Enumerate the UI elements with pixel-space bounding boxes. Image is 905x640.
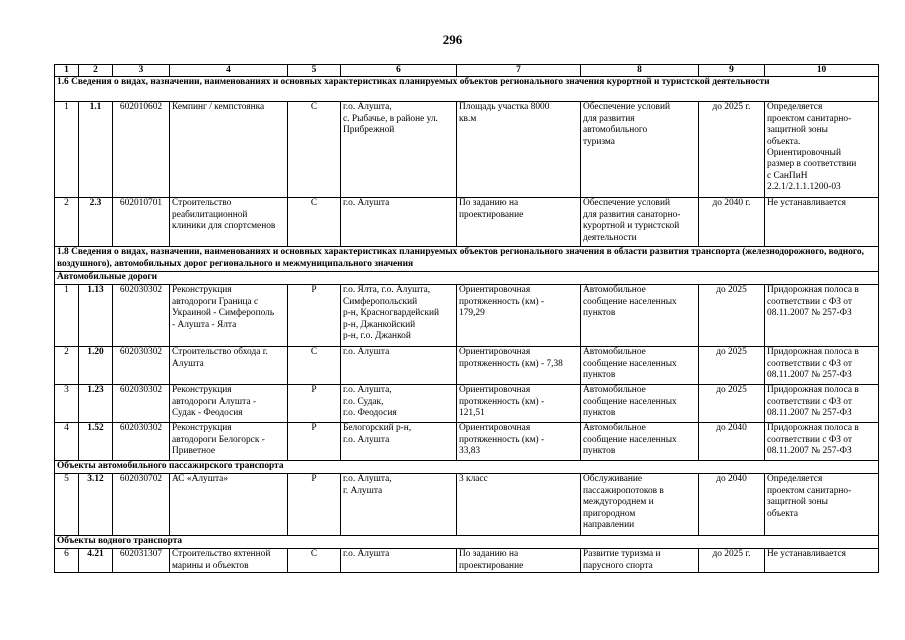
- section-title: 1.8 Сведения о видах, назначении, наименованиях и основных характеристиках планируемых объектов регионального значения в области развития транспорта (железнодорожного, водного, воздушного), автомобильных дорог регионального и межмуниципального значения: [55, 247, 879, 272]
- object-code: 602030302: [113, 423, 170, 461]
- column-number: 10: [765, 65, 879, 77]
- object-status: Р: [288, 285, 341, 347]
- object-status: С: [288, 549, 341, 573]
- object-purpose: Автомобильное сообщение населенных пунктов: [581, 285, 699, 347]
- regional-objects-table: [54, 64, 879, 573]
- table-row: [55, 347, 879, 385]
- table-row: [55, 285, 879, 347]
- zone-restrictions: Придорожная полоса в соответствии с ФЗ от 08.11.2007 № 257-ФЗ: [765, 423, 879, 461]
- object-name: Реконструкция автодороги Алушта - Судак - Феодосия: [170, 385, 288, 423]
- section-header-row: [55, 77, 879, 102]
- object-status: С: [288, 347, 341, 385]
- object-characteristics: Площадь участка 8000 кв.м: [457, 102, 581, 198]
- object-name: Кемпинг / кемпстоянка: [170, 102, 288, 198]
- object-location: г.о. Алушта, г. Алушта: [341, 474, 457, 536]
- row-number: 1: [55, 285, 79, 347]
- row-subnumber: 4.21: [79, 549, 113, 573]
- zone-restrictions: Придорожная полоса в соответствии с ФЗ от 08.11.2007 № 257-ФЗ: [765, 347, 879, 385]
- implementation-deadline: до 2040 г.: [699, 198, 765, 247]
- object-purpose: Автомобильное сообщение населенных пунктов: [581, 347, 699, 385]
- object-status: С: [288, 102, 341, 198]
- object-name: Строительство обхода г. Алушта: [170, 347, 288, 385]
- section-title: Автомобильные дороги: [55, 272, 879, 285]
- object-purpose: Автомобильное сообщение населенных пунктов: [581, 385, 699, 423]
- object-characteristics: По заданию на проектирование: [457, 198, 581, 247]
- object-status: Р: [288, 385, 341, 423]
- section-title: 1.6 Сведения о видах, назначении, наименованиях и основных характеристиках планируемых объектов регионального значения курортной и туристской деятельности: [55, 77, 879, 102]
- section-header-row: [55, 536, 879, 549]
- object-characteristics: Ориентировочная протяженность (км) - 121,51: [457, 385, 581, 423]
- object-name: Реконструкция автодороги Граница с Украиной - Симферополь - Алушта - Ялта: [170, 285, 288, 347]
- row-number: 1: [55, 102, 79, 198]
- object-name: Строительство реабилитационной клиники для спортсменов: [170, 198, 288, 247]
- column-number: 8: [581, 65, 699, 77]
- table-row: [55, 549, 879, 573]
- column-number: 2: [79, 65, 113, 77]
- object-code: 602030302: [113, 347, 170, 385]
- object-purpose: Развитие туризма и парусного спорта: [581, 549, 699, 573]
- object-purpose: Обеспечение условий для развития автомобильного туризма: [581, 102, 699, 198]
- implementation-deadline: до 2025 г.: [699, 549, 765, 573]
- implementation-deadline: до 2025: [699, 385, 765, 423]
- object-location: г.о. Алушта: [341, 347, 457, 385]
- object-status: Р: [288, 423, 341, 461]
- object-purpose: Обслуживание пассажиропотоков в междугороднем и пригородном направлении: [581, 474, 699, 536]
- object-location: Белогорский р-н, г.о. Алушта: [341, 423, 457, 461]
- column-number: 1: [55, 65, 79, 77]
- row-subnumber: 1.13: [79, 285, 113, 347]
- column-number: 3: [113, 65, 170, 77]
- object-code: 602030302: [113, 385, 170, 423]
- object-code: 602031307: [113, 549, 170, 573]
- row-subnumber: 1.1: [79, 102, 113, 198]
- column-number: 6: [341, 65, 457, 77]
- object-location: г.о. Алушта: [341, 198, 457, 247]
- zone-restrictions: Придорожная полоса в соответствии с ФЗ от 08.11.2007 № 257-ФЗ: [765, 285, 879, 347]
- row-number: 6: [55, 549, 79, 573]
- object-code: 602030702: [113, 474, 170, 536]
- object-name: АС «Алушта»: [170, 474, 288, 536]
- object-characteristics: 3 класс: [457, 474, 581, 536]
- section-title: Объекты автомобильного пассажирского транспорта: [55, 461, 879, 474]
- table-row: [55, 198, 879, 247]
- row-number: 3: [55, 385, 79, 423]
- zone-restrictions: Не устанавливается: [765, 549, 879, 573]
- object-location: г.о. Алушта, г.о. Судак, г.о. Феодосия: [341, 385, 457, 423]
- implementation-deadline: до 2025: [699, 347, 765, 385]
- object-purpose: Обеспечение условий для развития санаторно- курортной и туристской деятельности: [581, 198, 699, 247]
- object-location: г.о. Ялта, г.о. Алушта, Симферопольский р-н, Красногвардейский р-н, Джанкойский р-н, г.о. Джанкой: [341, 285, 457, 347]
- row-number: 2: [55, 347, 79, 385]
- implementation-deadline: до 2040: [699, 474, 765, 536]
- column-number: 5: [288, 65, 341, 77]
- object-name: Строительство яхтенной марины и объектов: [170, 549, 288, 573]
- row-subnumber: 1.52: [79, 423, 113, 461]
- object-status: С: [288, 198, 341, 247]
- column-number: 9: [699, 65, 765, 77]
- row-subnumber: 1.20: [79, 347, 113, 385]
- zone-restrictions: Определяется проектом санитарно- защитной зоны объекта. Ориентировочный размер в соответствии с СанПиН 2.2.1/2.1.1.1200-03: [765, 102, 879, 198]
- table-row: [55, 423, 879, 461]
- section-header-row: [55, 247, 879, 272]
- object-status: Р: [288, 474, 341, 536]
- page-number: 296: [442, 32, 463, 47]
- row-number: 4: [55, 423, 79, 461]
- row-subnumber: 2.3: [79, 198, 113, 247]
- implementation-deadline: до 2025: [699, 285, 765, 347]
- table-row: [55, 474, 879, 536]
- zone-restrictions: Придорожная полоса в соответствии с ФЗ от 08.11.2007 № 257-ФЗ: [765, 385, 879, 423]
- column-number: 4: [170, 65, 288, 77]
- object-purpose: Автомобильное сообщение населенных пунктов: [581, 423, 699, 461]
- section-title: Объекты водного транспорта: [55, 536, 879, 549]
- object-characteristics: Ориентировочная протяженность (км) - 7,38: [457, 347, 581, 385]
- zone-restrictions: Не устанавливается: [765, 198, 879, 247]
- section-header-row: [55, 272, 879, 285]
- column-number-row: [55, 65, 879, 77]
- section-header-row: [55, 461, 879, 474]
- object-location: г.о. Алушта, с. Рыбачье, в районе ул. Прибрежной: [341, 102, 457, 198]
- table-row: [55, 102, 879, 198]
- object-characteristics: По заданию на проектирование: [457, 549, 581, 573]
- implementation-deadline: до 2025 г.: [699, 102, 765, 198]
- implementation-deadline: до 2040: [699, 423, 765, 461]
- object-characteristics: Ориентировочная протяженность (км) - 33,83: [457, 423, 581, 461]
- row-subnumber: 3.12: [79, 474, 113, 536]
- row-subnumber: 1.23: [79, 385, 113, 423]
- object-characteristics: Ориентировочная протяженность (км) - 179,29: [457, 285, 581, 347]
- object-code: 602030302: [113, 285, 170, 347]
- object-location: г.о. Алушта: [341, 549, 457, 573]
- object-code: 602010701: [113, 198, 170, 247]
- table-row: [55, 385, 879, 423]
- zone-restrictions: Определяется проектом санитарно- защитной зоны объекта: [765, 474, 879, 536]
- row-number: 5: [55, 474, 79, 536]
- row-number: 2: [55, 198, 79, 247]
- column-number: 7: [457, 65, 581, 77]
- object-code: 602010602: [113, 102, 170, 198]
- object-name: Реконструкция автодороги Белогорск - Приветное: [170, 423, 288, 461]
